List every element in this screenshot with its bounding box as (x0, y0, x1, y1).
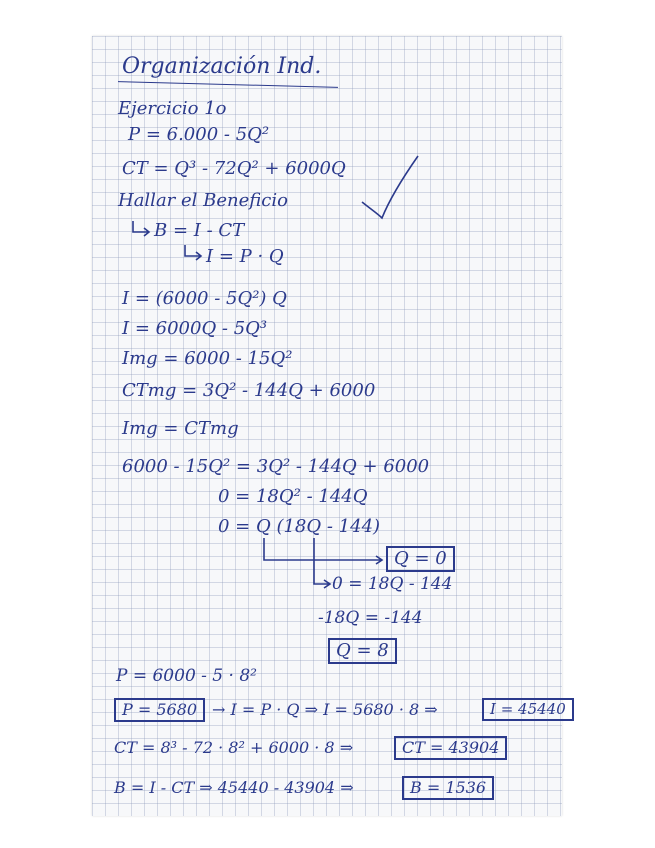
simplified-equation: 0 = 18Q² - 144Q (218, 486, 368, 507)
notebook-page (92, 36, 566, 816)
price-equation: P = 6.000 - 5Q² (128, 124, 270, 145)
income-expanded: I = 6000Q - 5Q³ (122, 318, 268, 339)
page-title: Organización Ind. (122, 54, 322, 79)
cost-equation: CT = Q³ - 72Q² + 6000Q (122, 158, 346, 179)
income-substitution: I = (6000 - 5Q²) Q (122, 288, 287, 309)
marginal-cost: CTmg = 3Q² - 144Q + 6000 (122, 380, 376, 401)
cost-result-box: CT = 43904 (394, 736, 507, 760)
exercise-heading: Ejercicio 1o (118, 98, 227, 119)
price-substitution: P = 6000 - 5 · 8² (116, 666, 257, 686)
benefit-step: B = I - CT ⇒ 45440 - 43904 ⇒ (114, 778, 354, 797)
benefit-result-box: B = 1536 (402, 776, 494, 800)
arrow-icon (130, 220, 152, 240)
branch-arrows-icon (260, 536, 390, 606)
title-underline (118, 81, 338, 88)
root-eight-box: Q = 8 (328, 638, 397, 664)
optimality-condition: Img = CTmg (122, 418, 239, 439)
benefit-formula: B = I - CT (154, 220, 245, 241)
income-result-box: I = 45440 (482, 698, 574, 721)
income-formula: I = P · Q (206, 246, 284, 267)
equation-line: 6000 - 15Q² = 3Q² - 144Q + 6000 (122, 456, 430, 477)
root-zero-box: Q = 0 (386, 546, 455, 572)
marginal-income: Img = 6000 - 15Q² (122, 348, 293, 369)
income-step: → I = P · Q ⇒ I = 5680 · 8 ⇒ (212, 700, 438, 719)
price-result-box: P = 5680 (114, 698, 205, 722)
solve-step: -18Q = -144 (318, 608, 423, 628)
arrow-icon (182, 244, 204, 264)
factored-equation: 0 = Q (18Q - 144) (218, 516, 381, 537)
check-mark-icon (360, 152, 420, 222)
prompt-text: Hallar el Beneficio (118, 190, 288, 211)
cost-step: CT = 8³ - 72 · 8² + 6000 · 8 ⇒ (114, 738, 354, 757)
linear-equation: 0 = 18Q - 144 (332, 574, 453, 594)
